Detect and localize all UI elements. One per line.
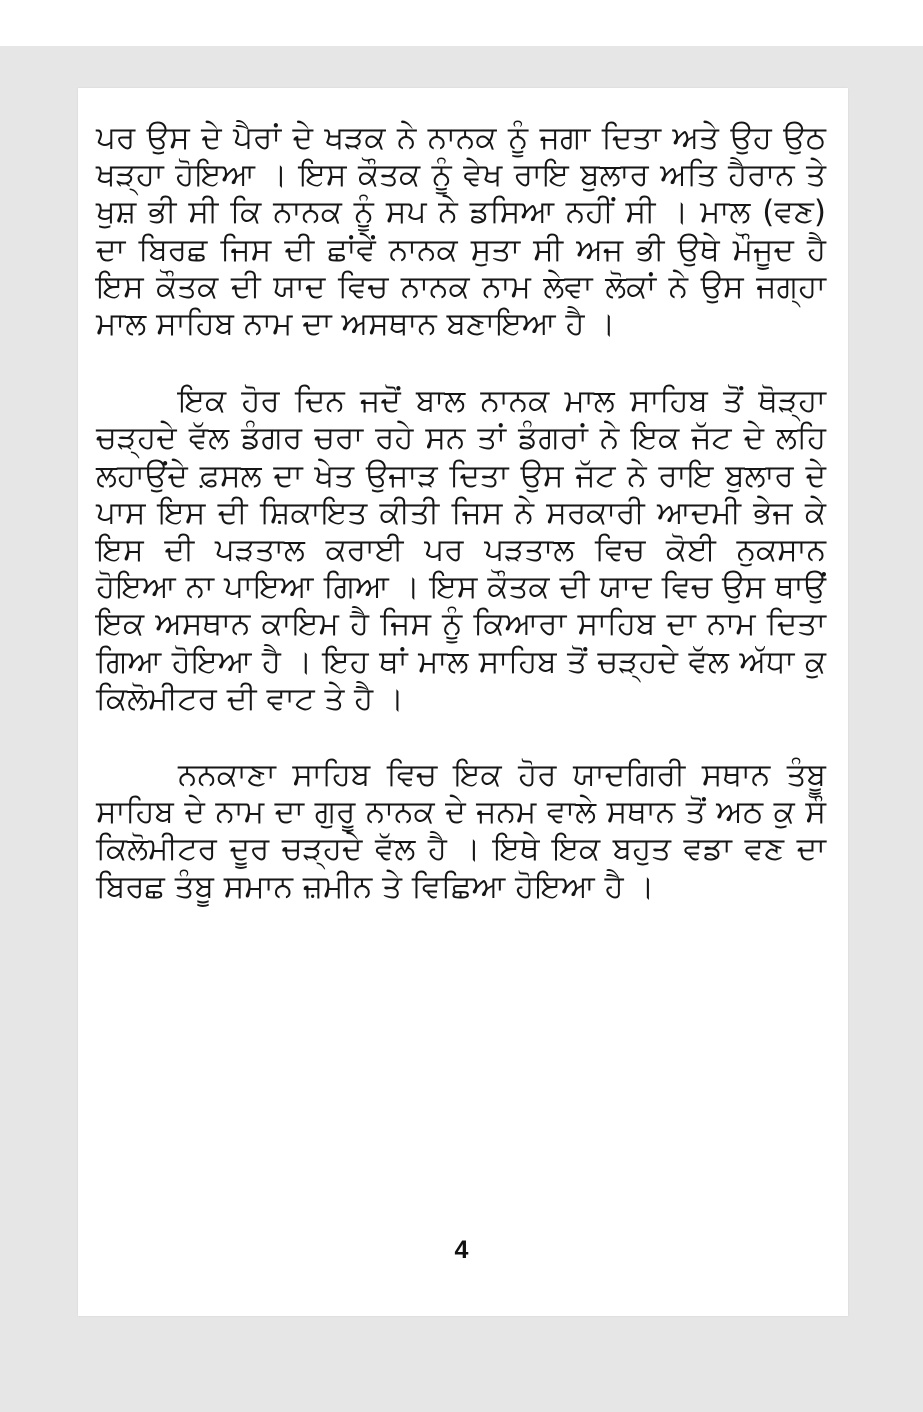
paragraph-3: ਨਨਕਾਣਾ ਸਾਹਿਬ ਵਿਚ ਇਕ ਹੋਰ ਯਾਦਗਿਰੀ ਸਥਾਨ ਤੰਬੂ ਸਾਹਿਬ ਦੇ ਨਾਮ ਦਾ ਗੁਰੂ ਨਾਨਕ ਦੇ ਜਨਮ ਵਾਲੇ ਸਥਾਨ ਤੋਂ ਅਠ ਕੁ ਸੌ ਕਿਲੋਮੀਟਰ ਦੂਰ ਚੜ੍ਹਦੇ ਵੱਲ ਹੈ । ਇਥੇ ਇਕ ਬਹੁਤ ਵਡਾ ਵਣ ਦਾ ਬਿਰਛ ਤੰਬੂ ਸਮਾਨ ਜ਼ਮੀਨ ਤੇ ਵਿਛਿਆ ਹੋਇਆ ਹੈ । [96,757,826,905]
paragraph-1: ਪਰ ਉਸ ਦੇ ਪੈਰਾਂ ਦੇ ਖੜਕ ਨੇ ਨਾਨਕ ਨੂੰ ਜਗਾ ਦਿਤਾ ਅਤੇ ਉਹ ਉਠ ਖੜ੍ਹਾ ਹੋਇਆ । ਇਸ ਕੌਤਕ ਨੂੰ ਵੇਖ ਰਾਇ ਬੁਲਾਰ ਅਤਿ ਹੈਰਾਨ ਤੇ ਖੁਸ਼ ਭੀ ਸੀ ਕਿ ਨਾਨਕ ਨੂੰ ਸਪ ਨੇ ਡਸਿਆ ਨਹੀਂ ਸੀ । ਮਾਲ (ਵਣ) ਦਾ ਬਿਰਛ ਜਿਸ ਦੀ ਛਾਂਵੇਂ ਨਾਨਕ ਸੁਤਾ ਸੀ ਅਜ ਭੀ ਉਥੇ ਮੌਜੂਦ ਹੈ ਇਸ ਕੌਤਕ ਦੀ ਯਾਦ ਵਿਚ ਨਾਨਕ ਨਾਮ ਲੇਵਾ ਲੋਕਾਂ ਨੇ ਉਸ ਜਗ੍ਹਾ ਮਾਲ ਸਾਹਿਬ ਨਾਮ ਦਾ ਅਸਥਾਨ ਬਣਾਇਆ ਹੈ । [96,120,826,343]
paragraph-gap [96,718,826,757]
body-text [96,120,826,906]
paragraph-gap [96,343,826,383]
page-number: 4 [454,1236,469,1264]
paragraph-2: ਇਕ ਹੋਰ ਦਿਨ ਜਦੋਂ ਬਾਲ ਨਾਨਕ ਮਾਲ ਸਾਹਿਬ ਤੋਂ ਥੋੜ੍ਹਾ ਚੜ੍ਹਦੇ ਵੱਲ ਡੰਗਰ ਚਰਾ ਰਹੇ ਸਨ ਤਾਂ ਡੰਗਰਾਂ ਨੇ ਇਕ ਜੱਟ ਦੇ ਲਹਿ ਲਹਾਉਂਦੇ ਫ਼ਸਲ ਦਾ ਖੇਤ ਉਜਾੜ ਦਿਤਾ ਉਸ ਜੱਟ ਨੇ ਰਾਇ ਬੁਲਾਰ ਦੇ ਪਾਸ ਇਸ ਦੀ ਸ਼ਿਕਾਇਤ ਕੀਤੀ ਜਿਸ ਨੇ ਸਰਕਾਰੀ ਆਦਮੀ ਭੇਜ ਕੇ ਇਸ ਦੀ ਪੜਤਾਲ ਕਰਾਈ ਪਰ ਪੜਤਾਲ ਵਿਚ ਕੋਈ ਨੁਕਸਾਨ ਹੋਇਆ ਨਾ ਪਾਇਆ ਗਿਆ । ਇਸ ਕੌਤਕ ਦੀ ਯਾਦ ਵਿਚ ਉਸ ਥਾਉਂ ਇਕ ਅਸਥਾਨ ਕਾਇਮ ਹੈ ਜਿਸ ਨੂੰ ਕਿਆਰਾ ਸਾਹਿਬ ਦਾ ਨਾਮ ਦਿਤਾ ਗਿਆ ਹੋਇਆ ਹੈ । ਇਹ ਥਾਂ ਮਾਲ ਸਾਹਿਬ ਤੋਂ ਚੜ੍ਹਦੇ ਵੱਲ ਅੱਧਾ ਕੁ ਕਿਲੋਮੀਟਰ ਦੀ ਵਾਟ ਤੇ ਹੈ । [96,383,826,717]
